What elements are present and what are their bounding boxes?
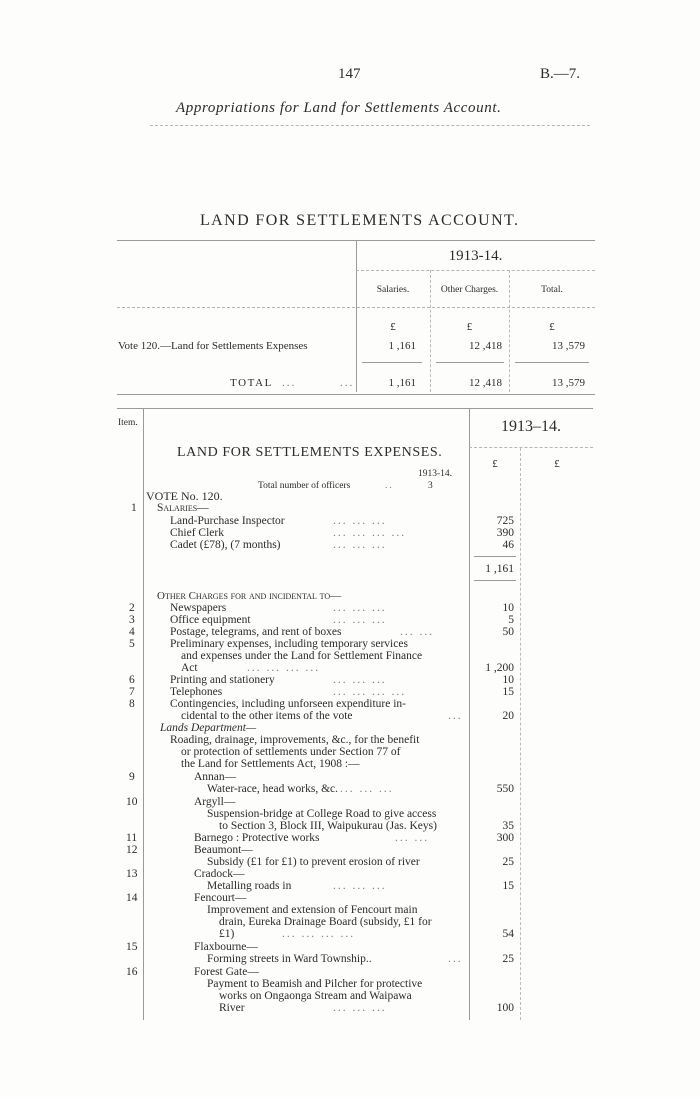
- item-text: Preliminary expenses, including temporary services: [170, 638, 408, 650]
- item-amount: 25: [502, 953, 514, 965]
- item-text: Cradock—: [194, 868, 245, 880]
- item-text: Suspension-bridge at College Road to give access: [207, 808, 437, 820]
- leader-dots: ... ... ... ...: [282, 928, 356, 940]
- item-text: Subsidy (£1 for £1) to prevent erosion of river: [207, 856, 420, 868]
- leader-dots: ...: [448, 710, 463, 722]
- summary-currency-other: £: [466, 321, 473, 333]
- summary-total-total: 13 ,579: [552, 377, 585, 389]
- item-number: 11: [126, 832, 138, 844]
- summary-bottom-rule: [117, 394, 595, 395]
- summary-total-leader: ...: [282, 377, 297, 389]
- leader-dots: ... ... ...: [333, 614, 387, 626]
- item-number: 15: [126, 941, 138, 953]
- item-text: works on Ongaonga Stream and Waipawa: [219, 990, 412, 1002]
- leader-dots: ... ...: [400, 626, 435, 638]
- item-amount: 10: [502, 602, 514, 614]
- item-text: Chief Clerk: [170, 527, 224, 539]
- summary-sum-rule-2: [436, 362, 504, 363]
- item-text: Fencourt—: [194, 892, 247, 904]
- other-charges-heading: Other Charges for and incidental to—: [157, 590, 342, 602]
- item-number: 14: [126, 892, 138, 904]
- leader-dots: ...: [448, 953, 463, 965]
- item-text: Metalling roads in: [207, 880, 292, 892]
- leader-dots: ... ... ...: [333, 1002, 387, 1014]
- item-text: Newspapers: [170, 602, 227, 614]
- item-number: 9: [129, 771, 135, 783]
- summary-vote-label: Vote 120.—Land for Settlements Expenses: [118, 340, 308, 352]
- item-amount: 50: [502, 626, 514, 638]
- item-number: 8: [129, 698, 135, 710]
- item-amount: 15: [502, 686, 514, 698]
- leader-dots: ... ...: [395, 832, 430, 844]
- detail-currency-2: £: [554, 458, 560, 470]
- summary-year-rule: [356, 270, 595, 271]
- page-number: 147: [338, 66, 361, 82]
- item-number: 6: [129, 674, 135, 686]
- item-amount: 5: [508, 614, 514, 626]
- item-number: 13: [126, 868, 138, 880]
- salaries-heading: Salaries—: [157, 502, 209, 514]
- detail-currency-1: £: [492, 458, 498, 470]
- summary-vote-other: 12 ,418: [469, 340, 502, 352]
- leader-dots: ... ... ...: [333, 880, 387, 892]
- item-text: £1): [219, 928, 235, 940]
- summary-currency-total: £: [549, 321, 555, 333]
- summary-year: 1913-14.: [448, 248, 503, 264]
- detail-item-header: Item.: [118, 418, 138, 428]
- item-number: 5: [129, 638, 135, 650]
- leader-dots: ... ... ...: [333, 602, 387, 614]
- item-text: Office equipment: [170, 614, 251, 626]
- item-text: Forest Gate—: [194, 966, 259, 978]
- item-text: Water-race, head works, &c.: [207, 783, 339, 795]
- item-text: Annan—: [194, 771, 237, 783]
- leader-dots: ... ... ...: [340, 783, 394, 795]
- item-amount: 300: [496, 832, 514, 844]
- document-reference: B.—7.: [540, 66, 581, 82]
- header-rule: [150, 125, 590, 126]
- leader-dots: ... ... ...: [333, 674, 387, 686]
- item-amount: 550: [496, 783, 514, 795]
- item-amount: 25: [502, 856, 514, 868]
- item-text: and expenses under the Land for Settlement Finance: [181, 650, 423, 662]
- item-number: 10: [126, 796, 138, 808]
- item-text: Flaxbourne—: [194, 941, 258, 953]
- item-amount: 725: [496, 515, 514, 527]
- detail-amount-col-line: [520, 448, 521, 1020]
- detail-officers-leader: ..: [385, 481, 394, 491]
- item-number: 7: [129, 686, 135, 698]
- item-amount: 1 ,200: [485, 662, 514, 674]
- item-text: Payment to Beamish and Pilcher for protective: [207, 978, 423, 990]
- item-text: River: [219, 1002, 245, 1014]
- salaries-subtotal: 1 ,161: [485, 563, 514, 575]
- item-number: 3: [129, 614, 135, 626]
- item-amount: 35: [502, 820, 514, 832]
- summary-sum-rule-3: [515, 362, 589, 363]
- summary-vote-salaries: 1 ,161: [388, 340, 416, 352]
- summary-col-other-charges: Other Charges.: [440, 285, 499, 295]
- item-amount: 20: [502, 710, 514, 722]
- detail-vote-number: VOTE No. 120.: [146, 489, 223, 503]
- item-text: Land-Purchase Inspector: [170, 515, 285, 527]
- item-text: Beaumont—: [194, 844, 253, 856]
- leader-dots: ... ... ...: [333, 515, 387, 527]
- item-text: Argyll—: [194, 796, 236, 808]
- subtotal-rule-bottom: [474, 580, 516, 581]
- leader-dots: ... ... ... ...: [333, 686, 407, 698]
- detail-year-rule: [469, 447, 593, 448]
- item-text: or protection of settlements under Section 77 of: [181, 746, 401, 758]
- item-amount: 10: [502, 674, 514, 686]
- summary-total-label: TOTAL: [230, 377, 273, 389]
- lands-department-heading: Lands Department—: [160, 722, 257, 734]
- item-number: 4: [129, 626, 135, 638]
- item-text: Cadet (£78), (7 months): [170, 539, 281, 551]
- item-text: Barnego : Protective works: [194, 832, 320, 844]
- item-text: Forming streets in Ward Township..: [207, 953, 372, 965]
- summary-vote-total: 13 ,579: [552, 340, 585, 352]
- summary-currency-salaries: £: [390, 321, 396, 333]
- summary-col-total: Total.: [541, 285, 563, 295]
- item-number: 16: [126, 966, 138, 978]
- subtotal-rule: [474, 556, 516, 557]
- item-amount: 46: [502, 539, 514, 551]
- detail-top-rule: [117, 408, 593, 409]
- item-number: 2: [129, 602, 135, 614]
- item-text: Telephones: [170, 686, 223, 698]
- detail-item-col-line: [143, 408, 144, 1020]
- item-number: 12: [126, 844, 138, 856]
- summary-header-rule: [117, 307, 595, 308]
- item-text: the Land for Settlements Act, 1908 :—: [181, 758, 360, 770]
- leader-dots: ... ... ... ...: [333, 527, 407, 539]
- item-amount: 390: [496, 527, 514, 539]
- item-text: to Section 3, Block III, Waipukurau (Jas. Keys): [219, 820, 437, 832]
- item-text: Contingencies, including unforseen expenditure in-: [170, 698, 407, 710]
- detail-officers-year: 1913-14.: [418, 469, 453, 479]
- item-number: 1: [131, 502, 137, 514]
- summary-total-leader-2: ...: [340, 377, 355, 389]
- item-text: Roading, drainage, improvements, &c., for the benefit: [170, 734, 420, 746]
- item-text: Act: [181, 662, 198, 674]
- summary-title: LAND FOR SETTLEMENTS ACCOUNT.: [200, 212, 520, 229]
- item-amount: 15: [502, 880, 514, 892]
- summary-total-salaries: 1 ,161: [388, 377, 416, 389]
- detail-year: 1913–14.: [501, 418, 561, 435]
- detail-officers-count: 3: [428, 481, 433, 491]
- detail-officers-label: Total number of officers: [258, 481, 351, 491]
- item-text: Postage, telegrams, and rent of boxes: [170, 626, 342, 638]
- summary-sum-rule-1: [362, 362, 422, 363]
- running-title: Appropriations for Land for Settlements Account.: [176, 100, 502, 116]
- item-text: Printing and stationery: [170, 674, 275, 686]
- item-amount: 54: [502, 928, 514, 940]
- leader-dots: ... ... ...: [333, 539, 387, 551]
- item-text: Improvement and extension of Fencourt main: [207, 904, 418, 916]
- item-text: cidental to the other items of the vote: [181, 710, 353, 722]
- detail-section-title: LAND FOR SETTLEMENTS EXPENSES.: [177, 445, 443, 460]
- summary-total-other: 12 ,418: [469, 377, 502, 389]
- summary-col-salaries: Salaries.: [376, 285, 410, 295]
- item-text: drain, Eureka Drainage Board (subsidy, £1 for: [219, 916, 432, 928]
- item-amount: 100: [496, 1002, 514, 1014]
- leader-dots: ... ... ... ...: [247, 662, 321, 674]
